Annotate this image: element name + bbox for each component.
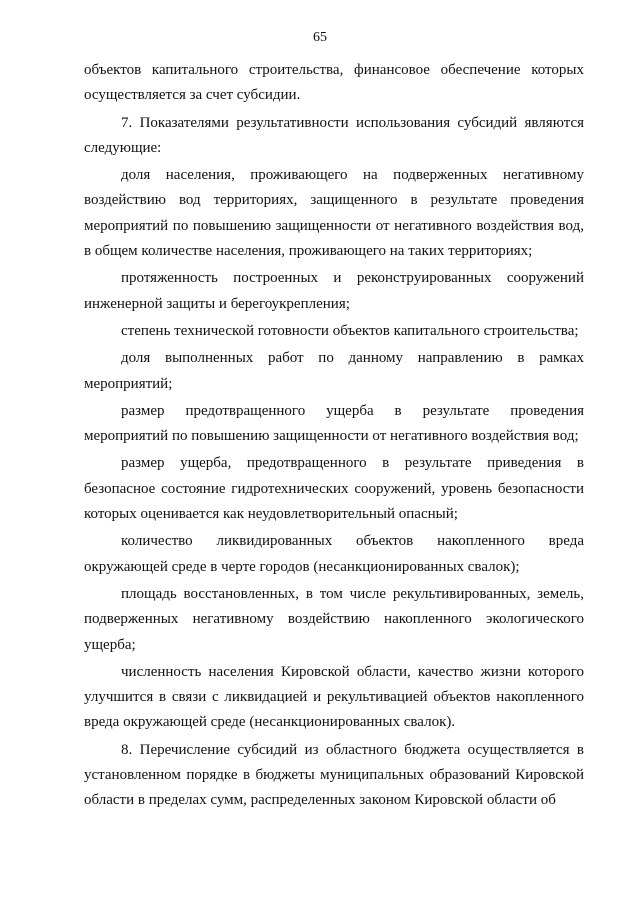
document-body: [84, 58, 584, 816]
paragraph-continuation: объектов капитального строительства, финансовое обеспечение которых осуществляется за счет субсидии.: [84, 62, 584, 104]
page-number: 65: [313, 30, 327, 45]
indicator-structures-length: протяженность построенных и реконструированных сооружений инженерной защиты и берегоукрепления;: [84, 270, 584, 312]
paragraph-item-8: 8. Перечисление субсидий из областного бюджета осуществляется в установленном порядке в бюджеты муниципальных образований Кировской области в пределах сумм, распределенных законом Кировской области об: [84, 741, 584, 809]
indicator-hydro-damage: размер ущерба, предотвращенного в результате приведения в безопасное состояние гидротехнических сооружений, уровень безопасности которых оценивается как неудовлетворительный опасный;: [84, 455, 584, 523]
indicator-population-quality: численность населения Кировской области, качество жизни которого улучшится в связи с ликвидацией и рекультивацией объектов накопленного вреда окружающей среде (несанкционированных свалок).: [84, 663, 584, 731]
indicator-construction-readiness: степень технической готовности объектов капитального строительства;: [121, 322, 579, 339]
indicator-prevented-damage: размер предотвращенного ущерба в результате проведения мероприятий по повышению защищенности от негативного воздействия вод;: [84, 402, 584, 445]
indicator-population-share: доля населения, проживающего на подверженных негативному воздействию вод территориях, защищенного в результате проведения мероприятий по повышению защищенности от негативного воздействия вод, в общем количестве населения, проживающего на таких территориях;: [84, 167, 584, 260]
paragraph-item-7: 7. Показателями результативности использования субсидий являются следующие:: [84, 114, 584, 156]
indicator-works-share: доля выполненных работ по данному направлению в рамках мероприятий;: [84, 350, 584, 392]
indicator-restored-land: площадь восстановленных, в том числе рекультивированных, земель, подверженных негативному воздействию накопленного экологического ущерба;: [84, 585, 584, 653]
indicator-liquidated-objects: количество ликвидированных объектов накопленного вреда окружающей среде в черте городов (несанкционированных свалок);: [84, 533, 584, 575]
